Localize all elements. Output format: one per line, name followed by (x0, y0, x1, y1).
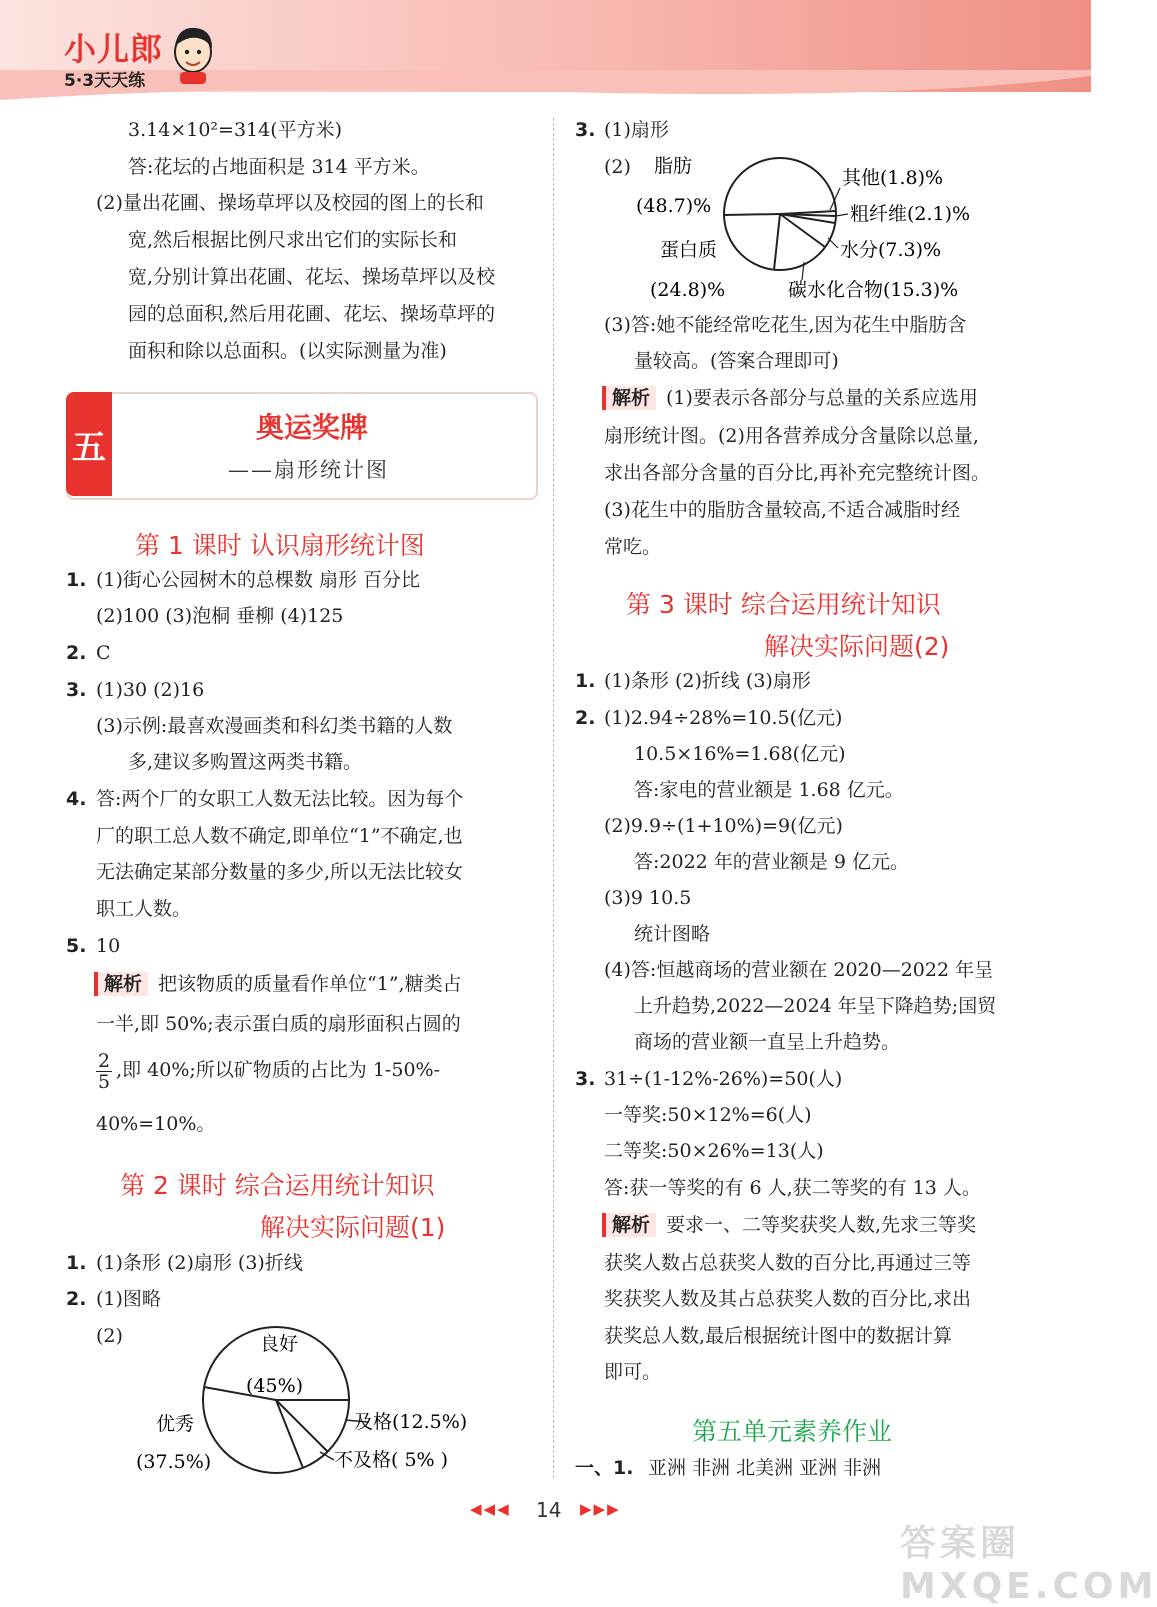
brand-logo-text: 小儿郎 (64, 30, 164, 68)
leader-line (836, 214, 848, 216)
watermark: 答案圈 MXQE.COM (900, 1523, 1157, 1607)
next-page-arrows-icon: ▶▶▶ (580, 1500, 621, 1518)
page-number: 14 (536, 1498, 562, 1522)
analysis-line: $\frac{2}{5}$ ,即 40%;所以矿物质的占比为 1-50%- (98, 1049, 441, 1093)
answer-line: 答:获一等奖的有 6 人,获二等奖的有 13 人。 (604, 1177, 981, 1199)
answer-line: (1)2.94÷28%=10.5(亿元) (604, 707, 843, 729)
analysis-line (94, 972, 462, 996)
pie-label-excellent: 优秀 (156, 1413, 195, 1435)
answer-line: 答:家电的营业额是 1.68 亿元。 (634, 779, 904, 801)
answer-line: (3)9 10.5 (604, 887, 692, 909)
analysis-line: 奖获奖人数及其占总获奖人数的百分比,求出 (604, 1288, 972, 1310)
text-line: 面积和除以总面积。(以实际测量为准) (128, 340, 447, 362)
question-number: 4. (66, 788, 87, 810)
question-number: 3. (575, 1068, 596, 1090)
answer-line: (1)图略 (96, 1288, 161, 1310)
text-line: 宽,分别计算出花圃、花坛、操场草坪以及校 (128, 266, 496, 288)
unit-work-title: 第五单元素养作业 (692, 1417, 893, 1446)
pie-divider (780, 214, 825, 247)
answer-line: 答:2022 年的营业额是 9 亿元。 (634, 851, 909, 873)
pie-label-protein-pct: (24.8)% (650, 279, 726, 301)
mascot-icon (168, 22, 218, 86)
analysis-text: 要求一、二等奖获奖人数,先求三等奖 (666, 1214, 977, 1236)
answer-line: (1)扇形 (604, 119, 669, 141)
answer-line: 二等奖:50×26%=13(人) (604, 1140, 824, 1162)
answer-line: 职工人数。 (96, 898, 192, 920)
analysis-line: 求出各部分含量的百分比,再补充完整统计图。 (604, 462, 991, 484)
question-number: 1. (66, 569, 87, 591)
answer-line: 10.5×16%=1.68(亿元) (634, 743, 846, 765)
answer-line: (3)答:她不能经常吃花生,因为花生中脂肪含 (604, 314, 967, 336)
analysis-line: 获奖人数占总获奖人数的百分比,再通过三等 (604, 1252, 972, 1274)
answer-line: 量较高。(答案合理即可) (634, 350, 839, 372)
answer-line: 31÷(1-12%-26%)=50(人) (604, 1068, 843, 1090)
text-line: 3.14×10²=314(平方米) (128, 119, 343, 141)
question-number: 3. (575, 119, 596, 141)
analysis-line: 扇形统计图。(2)用各营养成分含量除以总量, (604, 425, 979, 447)
pie-label-fail: 不及格( 5% ) (334, 1449, 449, 1471)
pie-divider (276, 1400, 328, 1452)
answer-line: (2) (96, 1325, 123, 1347)
pie-label-fat-pct: (48.7)% (636, 195, 712, 217)
analysis-line: 获奖总人数,最后根据统计图中的数据计算 (604, 1325, 953, 1347)
lesson-2-title-line2: 解决实际问题(1) (260, 1213, 446, 1242)
text-line: (2)量出花圃、操场草坪以及校园的图上的长和 (96, 192, 484, 214)
analysis-line: (3)花生中的脂肪含量较高,不适合减脂时经 (604, 499, 960, 521)
pie-divider (780, 211, 836, 214)
answer-line: 上升趋势,2022—2024 年呈下降趋势;国贸 (634, 995, 997, 1017)
answer-line: 答:两个厂的女职工人数无法比较。因为每个 (96, 788, 464, 810)
fraction: $\frac{2}{5}$ (98, 1049, 111, 1093)
pie-divider (774, 214, 780, 270)
answer-line: (1)30 (2)16 (96, 679, 205, 701)
unit-number-badge: 五 (66, 392, 112, 496)
answer-line: (2)100 (3)泡桐 垂柳 (4)125 (96, 605, 344, 627)
pie-chart-grades (120, 1320, 540, 1490)
analysis-tag: 解析 (94, 972, 148, 996)
pie-chart-peanut-nutrition (630, 150, 1050, 310)
answer-line: 统计图略 (634, 923, 711, 945)
unit-subtitle: ——扇形统计图 (228, 458, 389, 482)
answer-line: 无法确定某部分数量的多少,所以无法比较女 (96, 861, 464, 883)
answer-line: 商场的营业额一直呈上升趋势。 (634, 1031, 901, 1053)
pie-label-good: 良好 (260, 1333, 299, 1355)
pie-label-other: 其他(1.8)% (842, 167, 944, 189)
pie-label-water: 水分(7.3)% (840, 239, 942, 261)
analysis-line: 40%=10%。 (96, 1113, 216, 1135)
pie-label-carb: 碳水化合物(15.3)% (788, 279, 959, 301)
text-line: 园的总面积,然后用花圃、花坛、操场草坪的 (128, 303, 496, 325)
answer-line: (1)街心公园树木的总棵数 扇形 百分比 (96, 569, 420, 591)
answer-line: 10 (96, 935, 121, 957)
question-number: 3. (66, 679, 87, 701)
question-number: 1. (66, 1252, 87, 1274)
answer-line: C (96, 642, 111, 664)
analysis-tag: 解析 (602, 386, 656, 410)
column-divider (553, 118, 554, 1478)
analysis-line: 即可。 (604, 1361, 662, 1383)
analysis-line (602, 386, 978, 410)
analysis-line: 常吃。 (604, 536, 662, 558)
answer-line: (2)9.9÷(1+10%)=9(亿元) (604, 815, 843, 837)
analysis-text: (1)要表示各部分与总量的关系应选用 (666, 387, 978, 409)
question-number: 2. (575, 707, 596, 729)
analysis-line (602, 1213, 976, 1237)
question-number: 一、1. (575, 1457, 634, 1479)
question-number: 2. (66, 1288, 87, 1310)
brand-logo-subtext: 5·3天天练 (64, 71, 146, 91)
answer-line: (2) (604, 156, 631, 178)
answer-line: (1)条形 (2)扇形 (3)折线 (96, 1252, 303, 1274)
answer-line: 一等奖:50×12%=6(人) (604, 1104, 812, 1126)
text-line: 答:花坛的占地面积是 314 平方米。 (128, 156, 430, 178)
text-line: 宽,然后根据比例尺求出它们的实际长和 (128, 229, 458, 251)
question-number: 1. (575, 670, 596, 692)
lesson-3-title-line2: 解决实际问题(2) (764, 632, 950, 661)
leader-line (828, 238, 838, 248)
question-number: 2. (66, 642, 87, 664)
pie-divider (276, 1400, 303, 1468)
pie-label-protein: 蛋白质 (660, 239, 718, 261)
pie-divider (724, 214, 780, 215)
pie-label-excellent-pct: (37.5%) (136, 1451, 212, 1473)
pie-label-fiber: 粗纤维(2.1)% (850, 203, 971, 225)
prev-page-arrows-icon: ◀◀◀ (470, 1500, 511, 1518)
answer-line: (4)答:恒越商场的营业额在 2020—2022 年呈 (604, 959, 994, 981)
analysis-line: 一半,即 50%;表示蛋白质的扇形面积占圆的 (96, 1013, 461, 1035)
answer-line: (3)示例:最喜欢漫画类和科幻类书籍的人数 (96, 715, 453, 737)
answer-line: 多,建议多购置这两类书籍。 (128, 751, 363, 773)
answer-line: 亚洲 非洲 北美洲 亚洲 非洲 (648, 1457, 882, 1479)
pie-label-fat: 脂肪 (654, 155, 693, 177)
analysis-text: 把该物质的质量看作单位“1”,糖类占 (158, 973, 462, 995)
unit-title: 奥运奖牌 (256, 411, 369, 444)
header-wave (0, 70, 1091, 110)
answer-line: 厂的职工总人数不确定,即单位“1”不确定,也 (96, 825, 463, 847)
lesson-2-title: 第 2 课时 综合运用统计知识 (120, 1171, 435, 1200)
answer-line: (1)条形 (2)折线 (3)扇形 (604, 670, 811, 692)
lesson-1-title: 第 1 课时 认识扇形统计图 (135, 531, 425, 560)
analysis-tag: 解析 (602, 1213, 656, 1237)
question-number: 5. (66, 935, 87, 957)
pie-label-good-pct: (45%) (246, 1375, 304, 1397)
pie-label-pass: 及格(12.5%) (354, 1411, 468, 1433)
lesson-3-title: 第 3 课时 综合运用统计知识 (626, 590, 941, 619)
